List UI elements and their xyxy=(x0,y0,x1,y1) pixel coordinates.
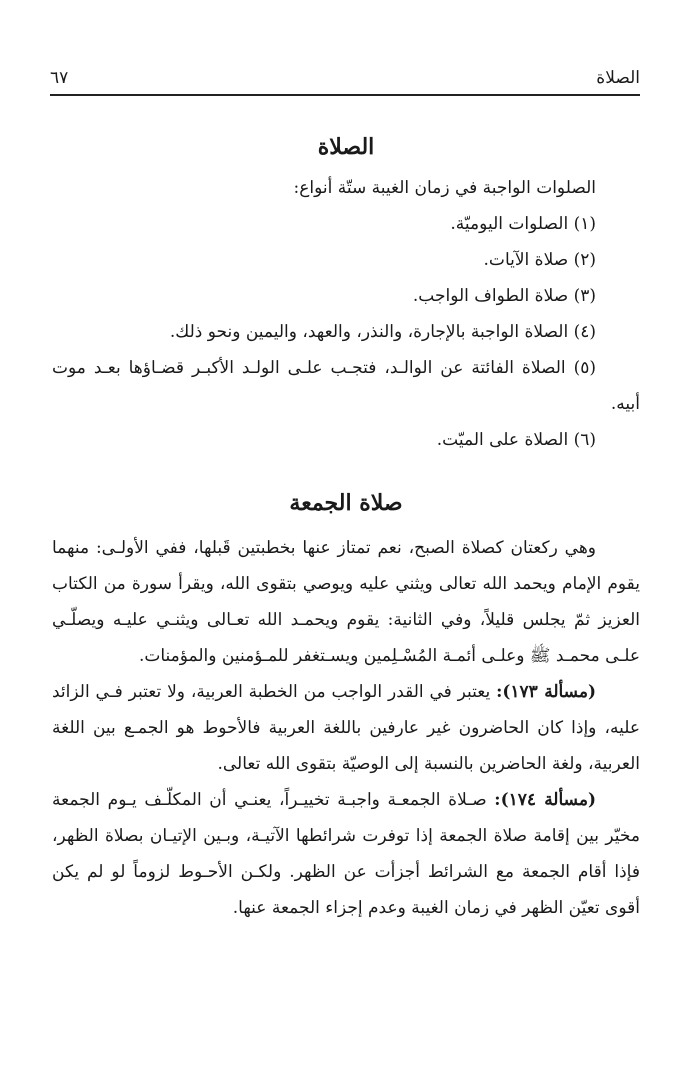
list-item xyxy=(52,278,640,314)
list-item-text: صلاة الآيات. xyxy=(483,250,569,270)
friday-prayer-paragraph: وهي ركعتان كصلاة الصبح، نعم تمتاز عنها بخطبتين قَبلها، ففي الأولـى: منهما يقوم الإمام ويحمد الله تعالى ويثني عليه ويوصي بتقوى الله، ويقرأ سورة من الكتاب العزيز ثمّ يجلس قليلاً، وفي الثانية: يقوم ويحمـد الله تعـالى ويثنـي عليـه ويصلّـي علـى محمـد ﷺ وعلـى أئمـة المُسْـلِمين ويسـتغفر للمـؤمنين والمؤمنات. xyxy=(52,538,640,666)
masala-label: (مسألة ١٧٣): xyxy=(496,682,596,702)
section-title-prayer: الصلاة xyxy=(317,134,375,160)
list-item-number: (١) xyxy=(573,214,596,234)
list-item-text: الصلاة الفائتة عن الوالـد، فتجـب علـى الولـد الأكبـر قضـاؤها بعـد موت أبيه. xyxy=(52,358,640,414)
list-item xyxy=(52,350,640,422)
running-header xyxy=(50,62,640,94)
list-item xyxy=(52,314,640,350)
masala-text: يعتبر في القدر الواجب من الخطبة العربية، ولا تعتبر فـي الزائد عليه، وإذا كان الحاضرون غير عارفين باللغة العربية فالأحوط هو الجمـع بين اللغة العربية، ولغة الحاضرين بالنسبة إلى الوصيّة بتقوى الله تعالى. xyxy=(52,682,640,774)
list-item-text: الصلاة على الميّت. xyxy=(436,430,569,450)
list-item-number: (٤) xyxy=(573,322,596,342)
section-title-friday-prayer: صلاة الجمعة xyxy=(289,490,403,516)
list-item xyxy=(52,242,640,278)
list-item-number: (٣) xyxy=(573,286,596,306)
list-item xyxy=(52,206,640,242)
masala-174 xyxy=(52,782,640,926)
list-item-text: صلاة الطواف الواجب. xyxy=(412,286,569,306)
page-number: ٦٧ xyxy=(50,68,69,88)
list-item-text: الصلوات اليوميّة. xyxy=(450,214,569,234)
list-item-number: (٥) xyxy=(573,358,596,378)
list-item-text: الصلاة الواجبة بالإجارة، والنذر، والعهد، واليمين ونحو ذلك. xyxy=(169,322,569,342)
header-divider xyxy=(50,94,640,96)
masala-173 xyxy=(52,674,640,782)
masala-text: صـلاة الجمعـة واجبـة تخييـراً، يعنـي أن المكلّـف يـوم الجمعة مخيّر بين إقامة صلاة الجمعة إذا توفرت شرائطها الآتيـة، وبـين الإتيـان بصلاة الظهر، فإذا أقام الجمعة مع الشرائط أجزأت عن الظهر. ولكـن الأحـوط لزوماً لو لم يكن أقوى تعيّن الظهر في زمان الغيبة وعدم إجزاء الجمعة عنها. xyxy=(52,790,640,918)
page-body xyxy=(52,128,640,926)
running-header-title: الصلاة xyxy=(596,68,640,88)
masala-label: (مسألة ١٧٤): xyxy=(494,790,596,810)
list-item-number: (٦) xyxy=(573,430,596,450)
list-item-number: (٢) xyxy=(573,250,596,270)
list-item xyxy=(52,422,640,458)
section-intro: الصلوات الواجبة في زمان الغيبة ستّة أنواع: xyxy=(293,178,596,198)
